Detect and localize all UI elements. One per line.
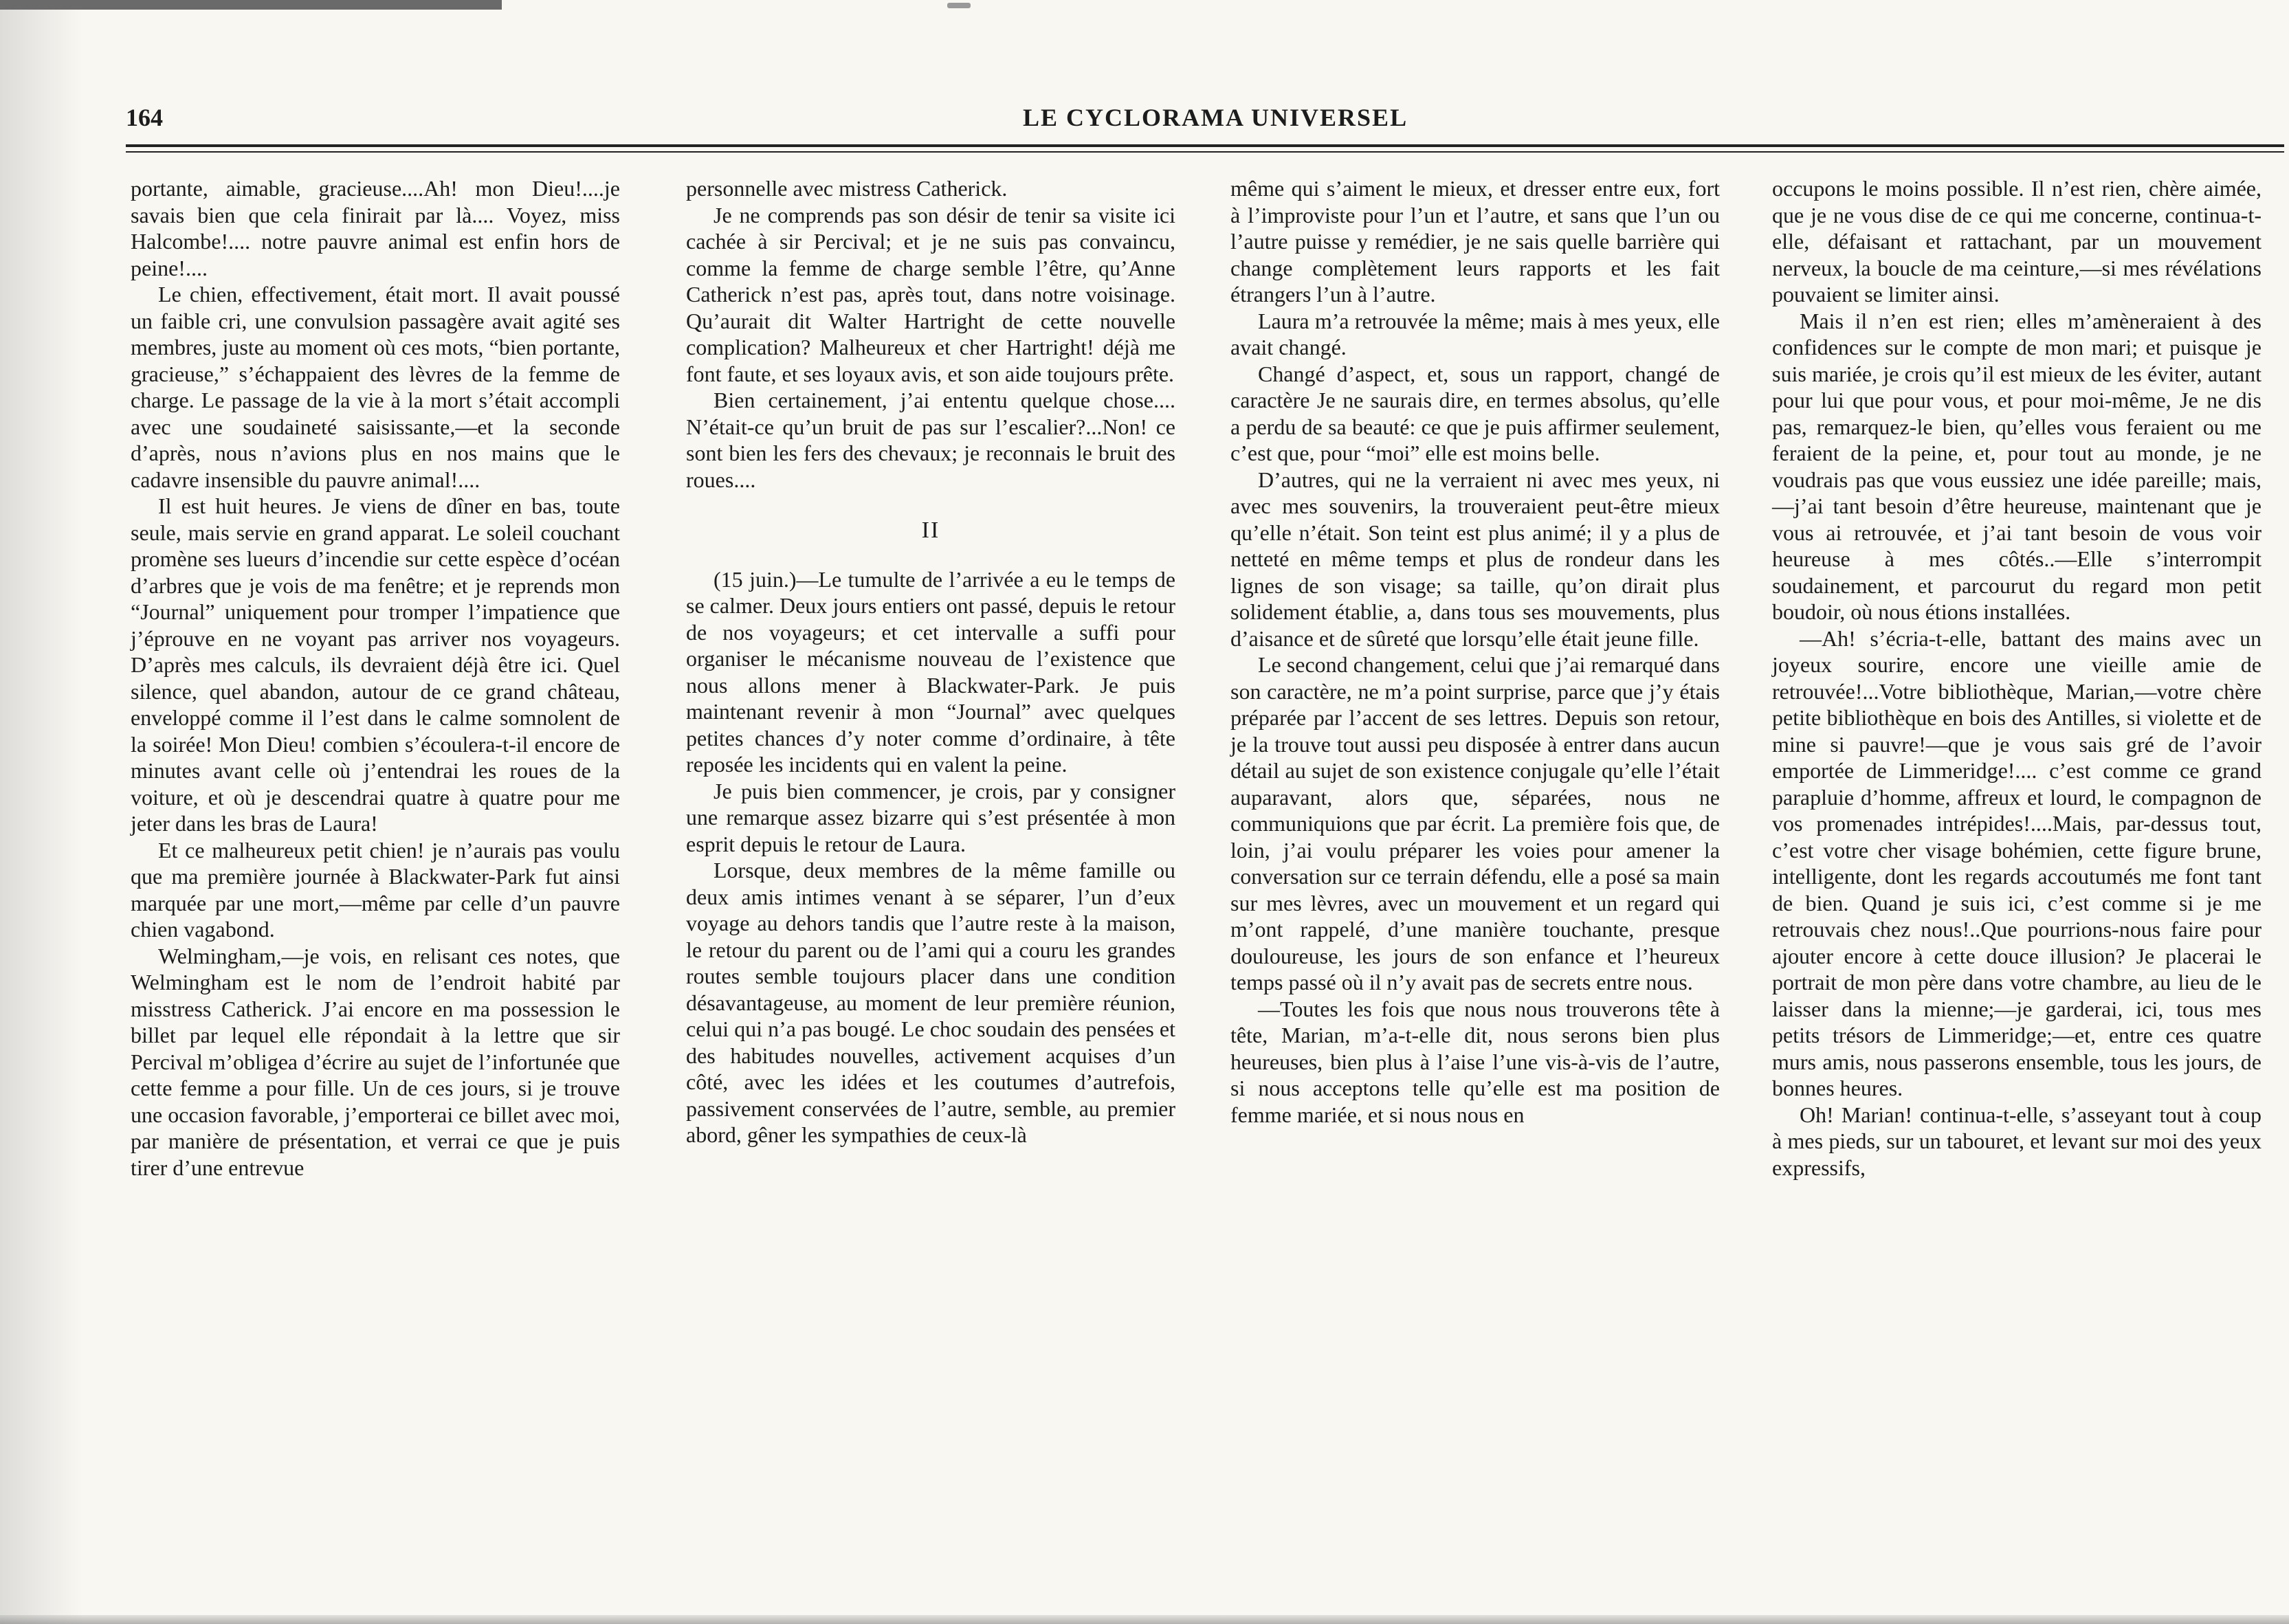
paragraph: Mais il n’en est rien; elles m’amèneraient à des confidences sur le compte de mon mari; et puisque je suis mariée, je crois qu’il est mieux de les éviter, autant pour lui que pour vous, et pour moi-même, Je ne dis pas, remarquez-le bien, qu’elles vous feraient ou me feraient de la peine, et, pour tout au monde, je ne voudrais pas que vous eussiez une idée pareille; mais,—j’ai tant besoin d’être heureuse, maintenant que je vous ai retrouvée, et j’ai tant besoin de vous voir heureuse à mes côtés..—Elle s’interrompit soudainement, et parcourut du regard mon petit boudoir, où nous étions installées.	[1772, 308, 2262, 624]
paragraph: (15 juin.)—Le tumulte de l’arrivée a eu le temps de se calmer. Deux jours entiers ont passé, depuis le retour de nos voyageurs; et cet intervalle a suffi pour organiser le mécanisme nouveau de l’existence que nous allons mener à Blackwater-Park. Je puis maintenant revenir à mon “Journal” avec quelques petites chances d’y noter comme d’ordinaire, à tête reposée les incidents qui en valent la peine.	[686, 566, 1175, 777]
paragraph: personnelle avec mistress Catherick.	[686, 176, 1008, 201]
paragraph: —Toutes les fois que nous nous trouverons tête à tête, Marian, m’a-t-elle dit, nous serons bien plus heureuses, bien plus à l’aise l’une vis-à-vis de l’autre, si nous acceptons telle qu’elle est ma position de femme mariée, et si nous nous en	[1230, 996, 1720, 1127]
paragraph: Je puis bien commencer, je crois, par y consigner une remarque assez bizarre qui s’est présentée à mon esprit depuis le retour de Laura.	[686, 778, 1175, 856]
paragraph: Bien certainement, j’ai ententu quelque chose.... N’était-ce qu’un bruit de pas sur l’escalier?...Non! ce sont bien les fers des chevaux; je reconnais le bruit des roues....	[686, 388, 1175, 492]
running-title: LE CYCLORAMA UNIVERSEL	[1023, 104, 1408, 131]
paragraph: occupons le moins possible. Il n’est rien, chère aimée, que je ne vous dise de ce qui me concerne, continua-t-elle, défaisant et rattachant, par un mouvement nerveux, la boucle de ma ceinture,—si mes révélations pouvaient se limiter ainsi.	[1772, 176, 2262, 307]
paragraph: Je ne comprends pas son désir de tenir sa visite ici cachée à sir Percival; et je ne suis pas convaincu, comme la femme de charge semble l’être, qu’Anne Catherick n’est pas, après tout, dans notre voisinage. Qu’aurait dit Walter Hartright de cette nouvelle complication? Malheureux et cher Hartright! déjà me font faute, et ses loyaux avis, et son aide toujours prête.	[686, 202, 1175, 386]
section-heading: II	[921, 518, 940, 543]
paragraph: Changé d’aspect, et, sous un rapport, changé de caractère Je ne saurais dire, en termes absolus, qu’elle a perdu de sa beauté: ce que je puis affirmer seulement, c’est que, pour “moi” elle est moins belle.	[1230, 361, 1720, 465]
header-rule-thick	[126, 144, 2284, 147]
paragraph: Le chien, effectivement, était mort. Il avait poussé un faible cri, une convulsion passagère avait agité ses membres, juste au moment où ces mots, “bien portante, gracieuse,” s’échappaient des lèvres de la femme de charge. Le passage de la vie à la mort s’était accompli avec une soudaineté saisissante,—et la seconde d’après, nous n’avions plus en nos mains que le cadavre insensible du pauvre animal!....	[131, 282, 620, 492]
paragraph: Laura m’a retrouvée la même; mais à mes yeux, elle avait changé.	[1230, 308, 1720, 359]
paragraph: même qui s’aiment le mieux, et dresser entre eux, fort à l’improviste pour l’un et l’autre, et sans que l’un ou l’autre puisse y remédier, je ne sais quelle barrière qui change complètement leurs rapports et les fait étrangers l’un à l’autre.	[1230, 176, 1720, 307]
paragraph: Oh! Marian! continua-t-elle, s’asseyant tout à coup à mes pieds, sur un tabouret, et levant sur moi des yeux expressifs,	[1772, 1102, 2262, 1180]
paragraph: Et ce malheureux petit chien! je n’aurais pas voulu que ma première journée à Blackwater-Park fut ainsi marquée par une mort,—même par celle d’un pauvre chien vagabond.	[131, 837, 620, 942]
paragraph: Lorsque, deux membres de la même famille ou deux amis intimes venant à se séparer, l’un d’eux voyage au dehors tandis que l’autre reste à la maison, le retour du parent ou de l’ami qui a couru les grandes routes semble toujours placer dans une condition désavantageuse, au moment de leur première réunion, celui qui n’a pas bougé. Le choc soudain des pensées et des habitudes nouvelles, activement acquises d’un côté, avec les idées et les coutumes d’autrefois, passivement conservées de l’autre, semble, au premier abord, gêner les sympathies de ceux-là	[686, 858, 1175, 1147]
text-column-2	[686, 175, 1175, 1148]
text-column-1	[131, 175, 620, 1181]
header-rule-thin	[126, 151, 2284, 153]
text-column-4	[1772, 175, 2262, 1181]
paragraph: portante, aimable, gracieuse....Ah! mon Dieu!....je savais bien que cela finirait par là.... Voyez, miss Halcombe!.... notre pauvre animal est enfin hors de peine!....	[131, 176, 620, 280]
scan-bottom-edge	[0, 1615, 2289, 1624]
scan-shadow	[0, 0, 82, 1624]
text-column-3	[1230, 175, 1720, 1128]
page-header	[126, 103, 2284, 144]
paragraph: D’autres, qui ne la verraient ni avec mes yeux, ni avec mes souvenirs, la trouveraient peut-être mieux qu’elle n’était. Son teint est plus animé; il y a plus de netteté en même temps et plus de rondeur dans les lignes de son visage; sa taille, qu’on dirait plus solidement établie, a, dans tous ses mouvements, plus d’aisance et de sûreté que lorsqu’elle était jeune fille.	[1230, 467, 1720, 651]
page-number: 164	[126, 104, 163, 131]
paragraph: —Ah! s’écria-t-elle, battant des mains avec un joyeux sourire, encore une vieille amie de retrouvée!...Votre bibliothèque, Marian,—votre chère petite bibliothèque en bois des Antilles, si violette et de mine si pauvre!—que je vous sais gré de l’avoir emportée de Limmeridge!.... c’est comme ce grand parapluie d’homme, affreux et lourd, le compagnon de vos promenades intrépides!....Mais, par-dessus tout, c’est votre cher visage bohémien, cette figure brune, intelligente, dont les regards accoutumés me font tant de bien. Quand je suis ici, c’est comme si je me retrouvais chez nous!..Que pourrions-nous faire pour ajouter encore à cette douce illusion? Je placerai le portrait de mon père dans votre chambre, au lieu de le laisser dans la mienne;—je garderai, ici, tous mes petits trésors de Limmeridge;—et, entre ces quatre murs amis, nous passerons ensemble, tous les jours, de bonnes heures.	[1772, 625, 2262, 1100]
paragraph: Il est huit heures. Je viens de dîner en bas, toute seule, mais servie en grand apparat. Le soleil couchant promène ses lueurs d’incendie sur cette espèce d’océan d’arbres que je vois de ma fenêtre; et je reprends mon “Journal” uniquement pour tromper l’impatience que j’éprouve en ne voyant pas arriver nos voyageurs. D’après mes calculs, ils devraient déjà être ici. Quel silence, quel abandon, autour de ce grand château, enveloppé comme il l’est dans le calme somnolent de la soirée! Mon Dieu! combien s’écoulera-t-il encore de minutes avant celle où j’entendrai les roues de la voiture, et où je descendrai quatre à quatre pour me jeter dans les bras de Laura!	[131, 493, 620, 836]
scan-mark	[947, 3, 971, 8]
paragraph: Welmingham,—je vois, en relisant ces notes, que Welmingham est le nom de l’endroit habité par misstress Catherick. J’ai encore en ma possession le billet par lequel elle répondait à la lettre que sir Percival m’obligea d’écrire au sujet de l’infortunée que cette femme a pour fille. Un de ces jours, si je trouve une occasion favorable, j’emporterai ce billet avec moi, par manière de présentation, et verrai ce que je puis tirer d’une entrevue	[131, 943, 620, 1180]
scan-edge-strip	[0, 0, 502, 10]
paragraph: Le second changement, celui que j’ai remarqué dans son caractère, ne m’a point surprise, parce que j’y étais préparée par l’accent de ses lettres. Depuis son retour, je la trouve tout aussi peu disposée à entrer dans aucun détail au sujet de son existence conjugale qu’elle l’était auparavant, alors que, séparées, nous ne communiquions que par écrit. La première fois que, de loin, j’ai voulu préparer les voies pour amener la conversation sur ce terrain défendu, elle a posé sa main sur mes lèvres, avec un mouvement et un regard qui m’ont rappelé, d’une manière touchante, presque douloureuse, les jours de son enfance et l’heureux temps passé où il n’y avait pas de secrets entre nous.	[1230, 652, 1720, 994]
